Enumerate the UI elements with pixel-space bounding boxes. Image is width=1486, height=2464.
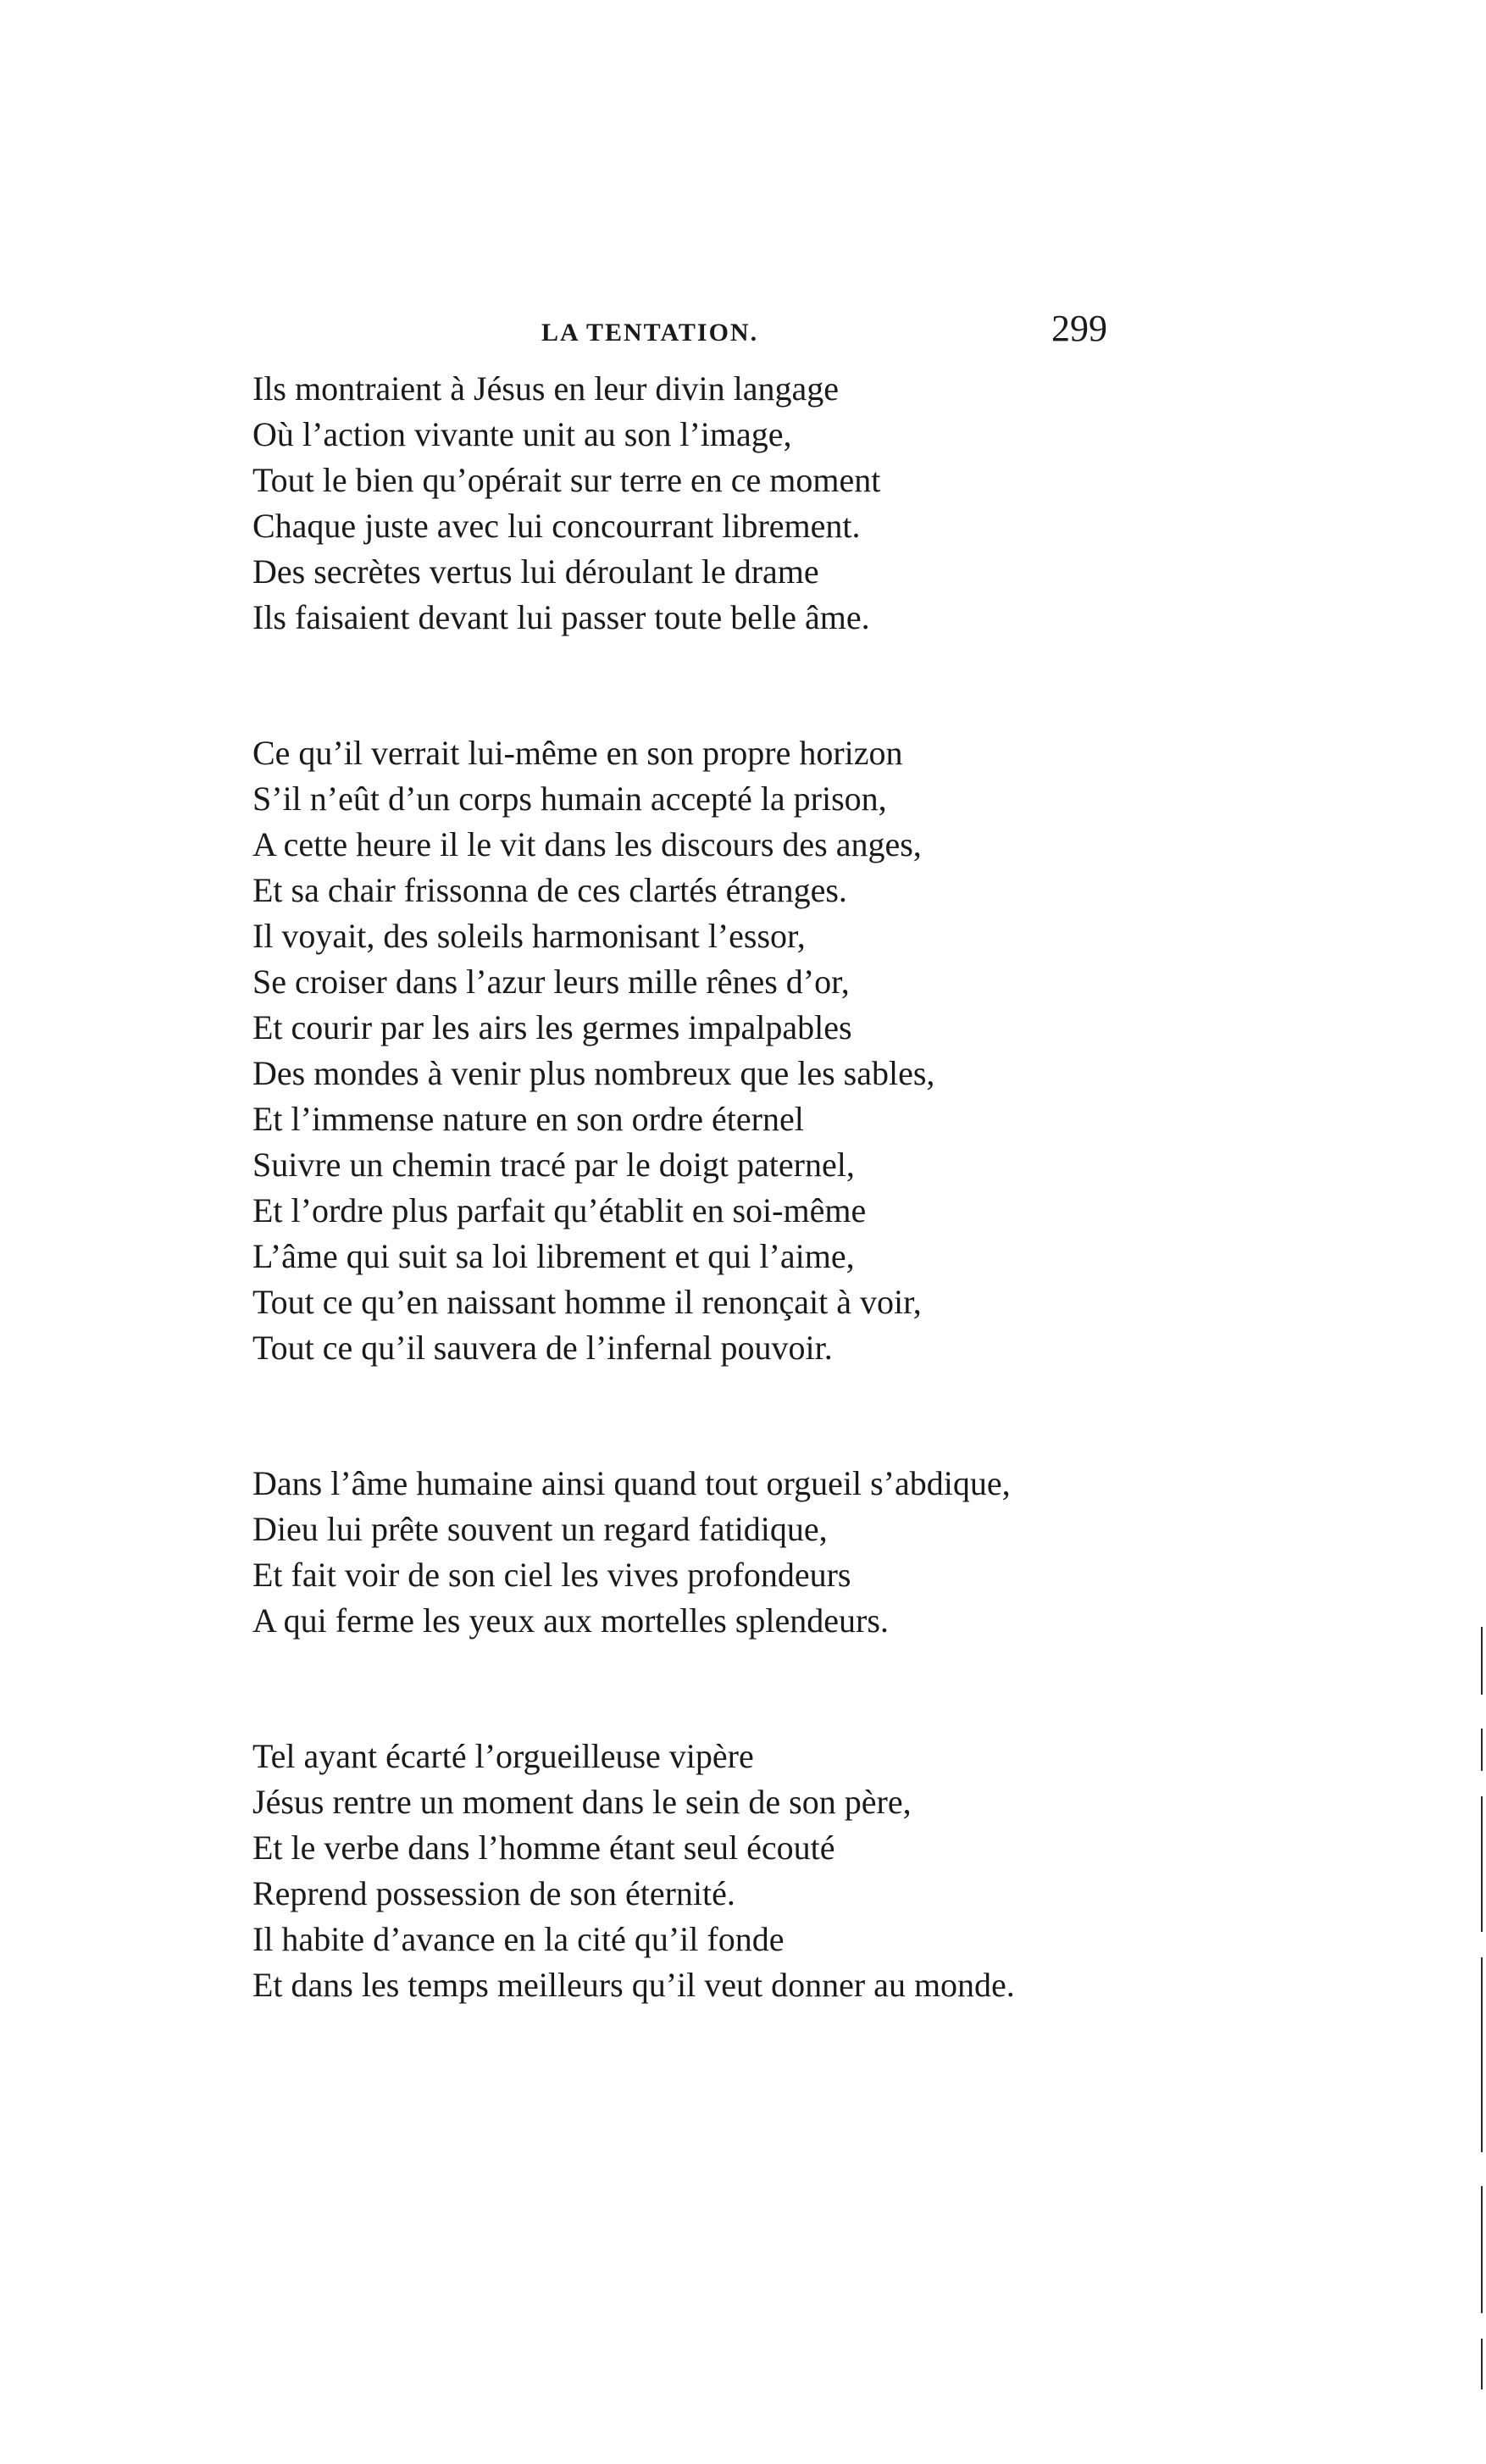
poem-body — [252, 366, 1354, 2008]
verse-line: Où l’action vivante unit au son l’image, — [252, 415, 792, 453]
running-title: LA TENTATION. — [541, 319, 759, 347]
page-edge-mark — [1481, 2186, 1483, 2313]
verse-line: Et l’immense nature en son ordre éternel — [252, 1100, 804, 1138]
verse-line: Chaque juste avec lui concourrant librement. — [252, 507, 861, 545]
verse-line: Et dans les temps meilleurs qu’il veut donner au monde. — [252, 1966, 1015, 2004]
page-edge-mark — [1481, 1627, 1483, 1695]
verse-line: Dieu lui prête souvent un regard fatidique, — [252, 1510, 828, 1548]
verse-line: S’il n’eût d’un corps humain accepté la prison, — [252, 780, 887, 818]
verse-line: Dans l’âme humaine ainsi quand tout orgueil s’abdique, — [252, 1464, 1011, 1502]
verse-line: Tout ce qu’il sauvera de l’infernal pouvoir. — [252, 1329, 833, 1367]
verse-line: Et sa chair frissonna de ces clartés étranges. — [252, 871, 847, 909]
verse-line: Ce qu’il verrait lui-même en son propre horizon — [252, 734, 903, 772]
verse-line: A qui ferme les yeux aux mortelles splendeurs. — [252, 1601, 889, 1640]
page-edge-mark — [1481, 1957, 1483, 2152]
page-number: 299 — [1051, 308, 1107, 349]
verse-line: Et courir par les airs les germes impalpables — [252, 1008, 852, 1046]
verse-line: Reprend possession de son éternité. — [252, 1874, 735, 1912]
verse-line: Se croiser dans l’azur leurs mille rênes d’or, — [252, 963, 850, 1001]
verse-line: Et l’ordre plus parfait qu’établit en soi-même — [252, 1191, 867, 1229]
verse-line: Il habite d’avance en la cité qu’il fonde — [252, 1920, 785, 1958]
verse-line: Des mondes à venir plus nombreux que les sables, — [252, 1054, 935, 1092]
verse-line: Il voyait, des soleils harmonisant l’essor, — [252, 917, 806, 955]
stanza-1 — [252, 366, 1354, 641]
verse-line: Et le verbe dans l’homme étant seul écouté — [252, 1829, 835, 1867]
verse-line: Ils faisaient devant lui passer toute belle âme. — [252, 598, 870, 636]
verse-line: Et fait voir de son ciel les vives profondeurs — [252, 1556, 851, 1594]
verse-line: A cette heure il le vit dans les discours des anges, — [252, 825, 922, 863]
verse-line: Des secrètes vertus lui déroulant le drame — [252, 552, 819, 591]
stanza-3 — [252, 1461, 1354, 1644]
verse-line: Tout ce qu’en naissant homme il renonçait à voir, — [252, 1283, 922, 1321]
verse-line: Suivre un chemin tracé par le doigt paternel, — [252, 1146, 855, 1184]
page-edge-mark — [1481, 1729, 1483, 1771]
page-edge-mark — [1481, 1796, 1483, 1932]
stanza-2 — [252, 730, 1354, 1371]
verse-line: L’âme qui suit sa loi librement et qui l’aime, — [252, 1237, 855, 1275]
stanza-4 — [252, 1734, 1354, 2008]
page-edge-mark — [1481, 2339, 1483, 2389]
verse-line: Tout le bien qu’opérait sur terre en ce moment — [252, 461, 881, 499]
verse-line: Jésus rentre un moment dans le sein de son père, — [252, 1783, 912, 1821]
verse-line: Tel ayant écarté l’orgueilleuse vipère — [252, 1737, 754, 1775]
verse-line: Ils montraient à Jésus en leur divin langage — [252, 369, 840, 408]
